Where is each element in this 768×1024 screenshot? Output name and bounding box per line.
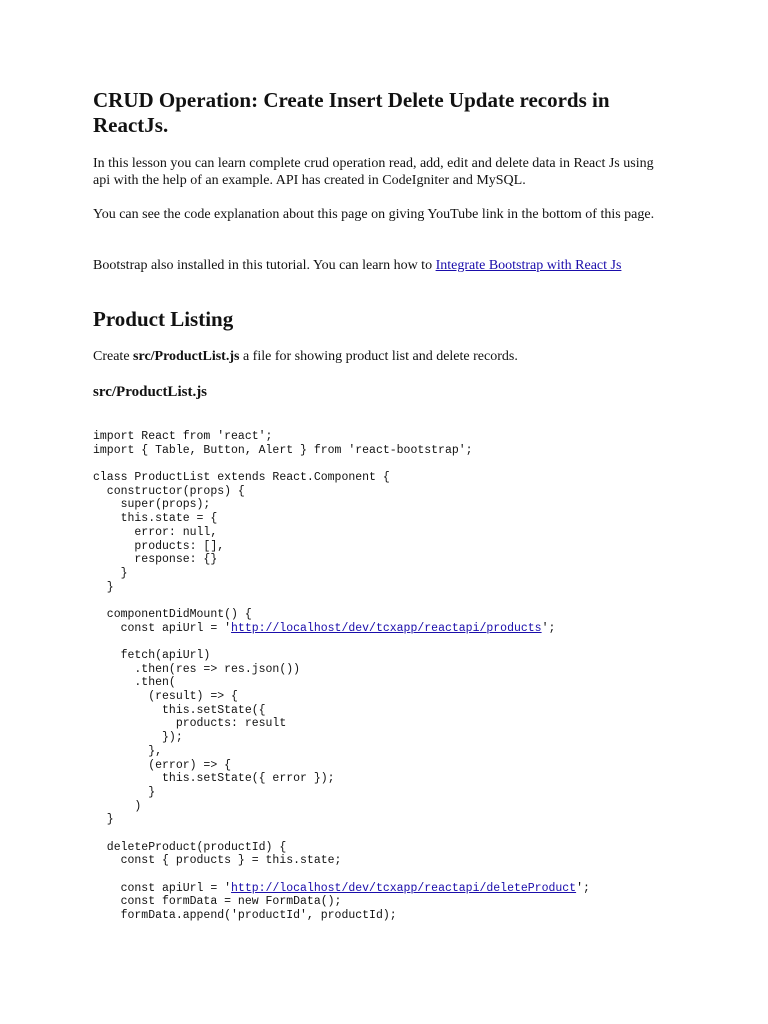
- code-suffix: ';: [576, 881, 590, 895]
- desc-suffix: a file for showing product list and delete records.: [239, 349, 518, 364]
- code-line: }: [93, 580, 114, 594]
- bootstrap-text: Bootstrap also installed in this tutorial. You can learn how to: [93, 258, 436, 273]
- code-line: this.setState({ error });: [93, 772, 335, 786]
- code-line: });: [93, 731, 183, 745]
- section-description: [93, 348, 673, 365]
- section-heading: Product Listing: [93, 307, 234, 331]
- code-line: formData.append('productId', productId);: [93, 909, 397, 923]
- code-line: products: result: [93, 717, 287, 731]
- code-line: class ProductList extends React.Component {: [93, 471, 390, 485]
- code-line: fetch(apiUrl): [93, 649, 211, 662]
- code-line: const formData = new FormData();: [93, 895, 342, 909]
- code-line: [93, 635, 590, 649]
- code-line: response: {}: [93, 553, 218, 567]
- code-line: super(props);: [93, 498, 211, 512]
- code-line: .then(res => res.json()): [93, 662, 301, 676]
- code-suffix: ';: [541, 621, 556, 635]
- code-line: }: [93, 566, 128, 580]
- file-heading: src/ProductList.js: [93, 384, 208, 400]
- code-prefix: const apiUrl = ': [93, 881, 232, 895]
- code-line: import React from 'react';: [93, 430, 273, 443]
- code-line: [93, 827, 590, 841]
- code-line: error: null,: [93, 525, 218, 539]
- desc-prefix: Create: [93, 349, 134, 364]
- code-line-delete-url: [93, 882, 590, 896]
- integrate-bootstrap-link[interactable]: Integrate Bootstrap with React Js: [435, 258, 622, 273]
- code-line: (result) => {: [93, 690, 238, 704]
- code-line: [93, 868, 590, 882]
- code-line: (error) => {: [93, 758, 232, 772]
- code-prefix: const apiUrl = ': [93, 621, 232, 635]
- code-line: [93, 457, 590, 471]
- code-line: }: [93, 785, 156, 799]
- code-line: products: [],: [93, 539, 225, 553]
- code-line: }: [93, 813, 114, 827]
- code-line: },: [93, 744, 163, 758]
- code-line-products-url: [93, 622, 590, 636]
- desc-file: src/ProductList.js: [133, 349, 240, 364]
- video-note-paragraph: You can see the code explanation about this page on giving YouTube link in the bottom of this page.: [93, 207, 655, 222]
- page-title: CRUD Operation: Create Insert Delete Update records in ReactJs.: [93, 88, 610, 137]
- code-block: [93, 430, 590, 923]
- code-line: .then(: [93, 676, 176, 690]
- code-line: this.state = {: [93, 512, 218, 526]
- code-line: const { products } = this.state;: [93, 854, 342, 868]
- products-api-link[interactable]: http://localhost/dev/tcxapp/reactapi/products: [231, 621, 542, 635]
- code-line: ): [93, 799, 142, 813]
- code-line: constructor(props) {: [93, 484, 245, 498]
- code-line: componentDidMount() {: [93, 607, 252, 621]
- bootstrap-paragraph: [93, 257, 673, 274]
- code-line: [93, 594, 590, 608]
- code-line: import { Table, Button, Alert } from 'react-bootstrap';: [93, 443, 473, 457]
- code-line: deleteProduct(productId) {: [93, 840, 287, 854]
- delete-product-api-link[interactable]: http://localhost/dev/tcxapp/reactapi/deleteProduct: [231, 881, 577, 895]
- code-line: this.setState({: [93, 703, 266, 717]
- intro-paragraph: In this lesson you can learn complete crud operation read, add, edit and delete data in React Js using api with the help of an example. API has created in CodeIgniter and MySQL.: [93, 156, 654, 188]
